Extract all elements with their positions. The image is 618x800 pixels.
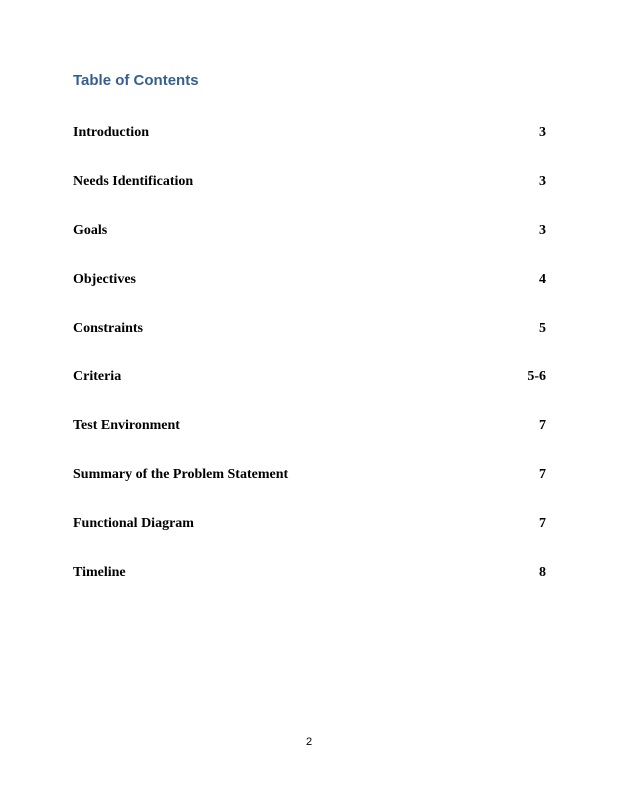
toc-entry-goals[interactable] <box>73 221 546 270</box>
toc-entry-needs-identification[interactable] <box>73 172 546 221</box>
toc-entry-page: 5 <box>539 320 546 336</box>
toc-entry-label: Objectives <box>73 271 136 287</box>
toc-entry-constraints[interactable] <box>73 319 546 368</box>
toc-entry-introduction[interactable] <box>73 123 546 172</box>
toc-entry-page: 7 <box>539 516 546 532</box>
toc-entry-timeline[interactable] <box>73 563 546 612</box>
toc-entry-summary-of-problem-statement[interactable] <box>73 465 546 514</box>
page-number: 2 <box>305 736 313 748</box>
toc-list <box>73 123 546 612</box>
toc-entry-label: Goals <box>73 222 108 238</box>
toc-entry-criteria[interactable] <box>73 367 546 416</box>
toc-entry-functional-diagram[interactable] <box>73 514 546 563</box>
toc-entry-label: Constraints <box>73 320 144 336</box>
toc-entry-page: 7 <box>539 467 546 483</box>
toc-entry-page: 7 <box>539 418 546 434</box>
toc-entry-label: Test Environment <box>73 418 180 434</box>
toc-entry-page: 4 <box>539 271 546 287</box>
toc-entry-page: 5-6 <box>527 369 546 385</box>
toc-title: Table of Contents <box>73 72 199 89</box>
toc-entry-label: Summary of the Problem Statement <box>73 467 289 483</box>
toc-entry-label: Needs Identification <box>73 173 194 189</box>
toc-entry-objectives[interactable] <box>73 270 546 319</box>
toc-entry-label: Introduction <box>73 125 149 140</box>
toc-entry-label: Functional Diagram <box>73 516 194 532</box>
toc-entry-label: Criteria <box>73 369 122 385</box>
toc-entry-page: 3 <box>539 125 546 140</box>
toc-entry-page: 3 <box>539 222 546 238</box>
toc-entry-label: Timeline <box>73 565 126 581</box>
toc-entry-page: 3 <box>539 173 546 189</box>
toc-entry-test-environment[interactable] <box>73 416 546 465</box>
toc-entry-page: 8 <box>539 565 546 581</box>
